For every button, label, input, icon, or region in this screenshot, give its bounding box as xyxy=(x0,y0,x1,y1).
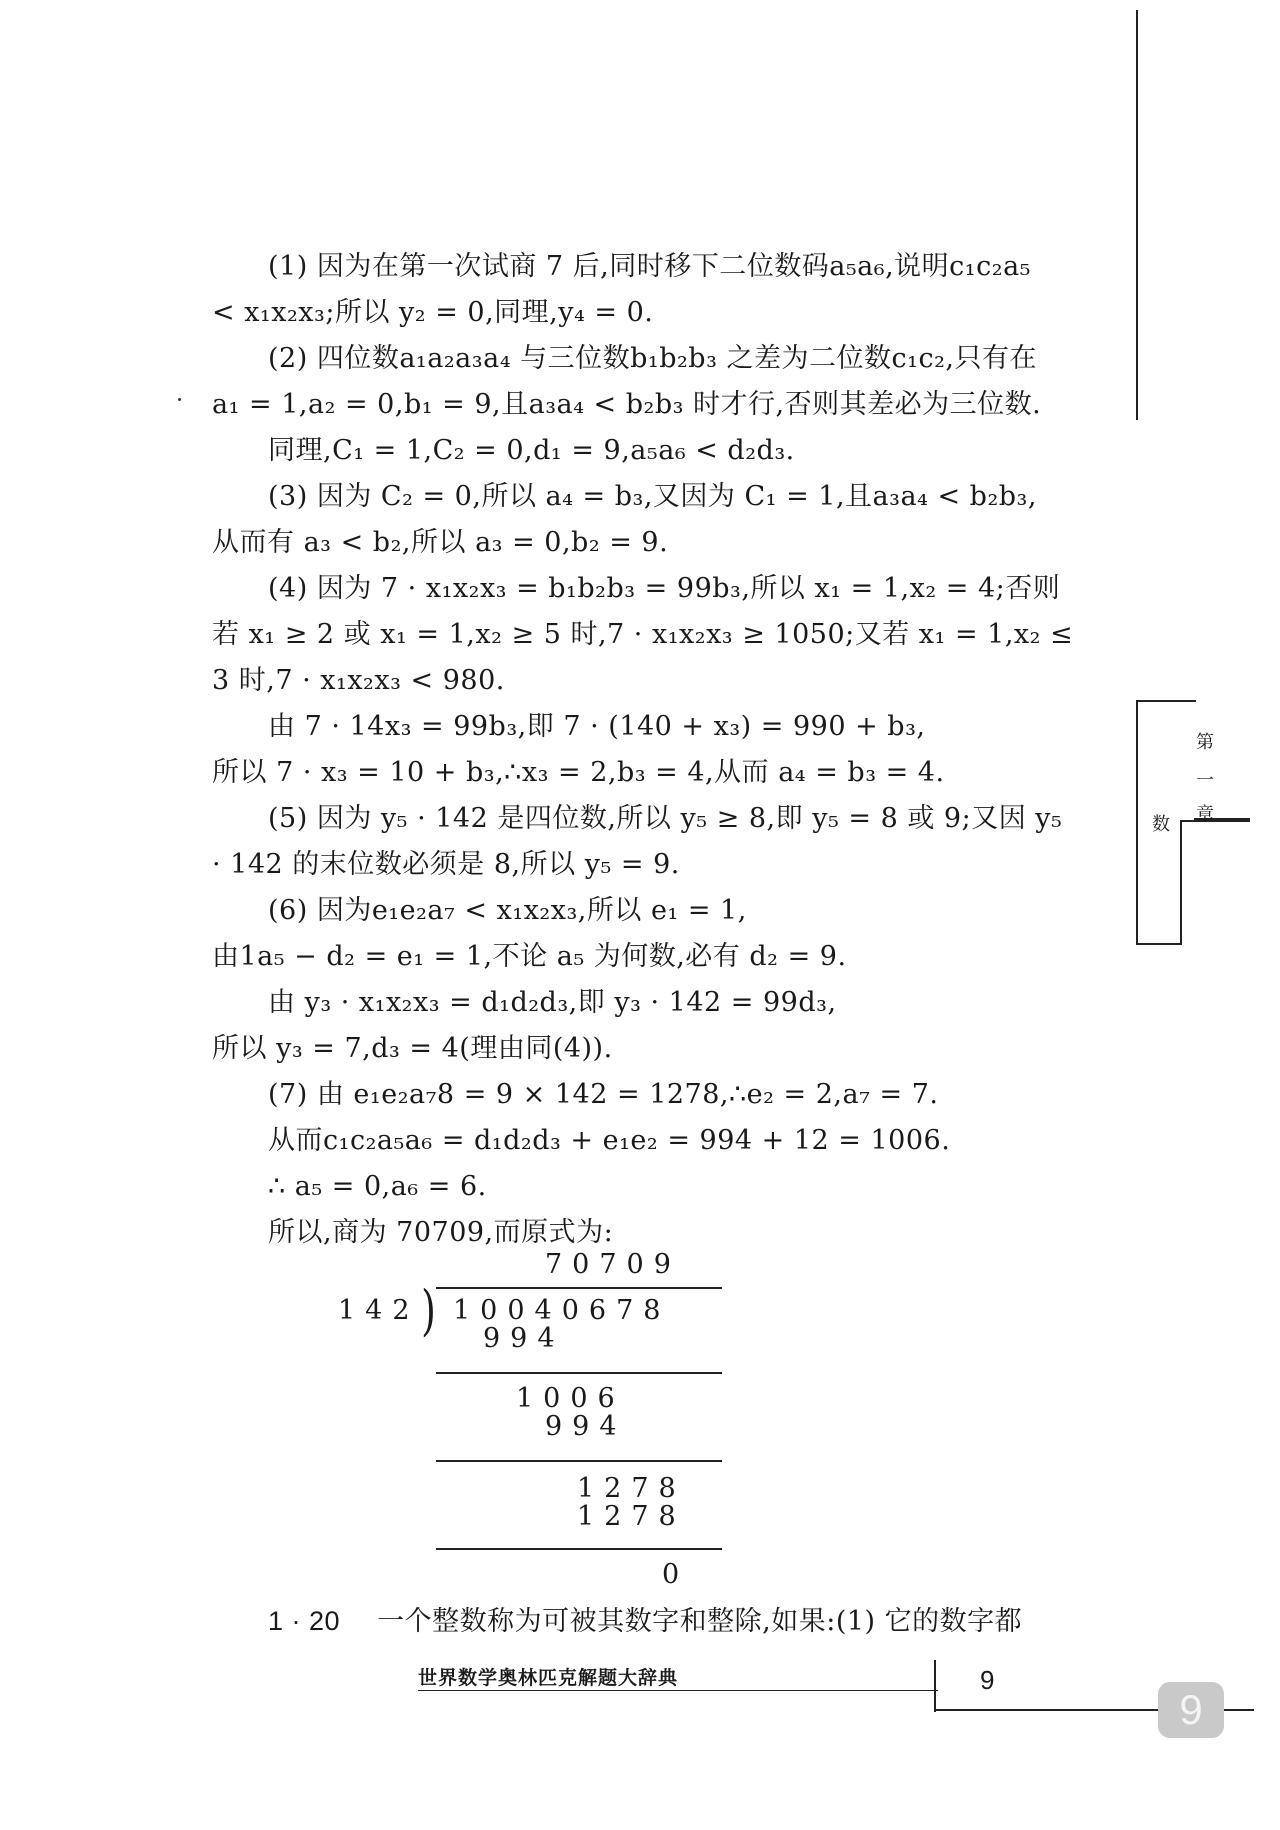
text-line: (5) 因为 y₅ · 142 是四位数,所以 y₅ ≥ 8,即 y₅ = 8 或 9;又因 y₅ xyxy=(268,803,1063,834)
division-rule xyxy=(436,1460,722,1462)
division-remainder: 0 xyxy=(662,1559,690,1590)
text-line: 同理,C₁ = 1,C₂ = 0,d₁ = 9,a₅a₆ < d₂d₃. xyxy=(268,435,795,466)
division-step: 994 xyxy=(483,1323,565,1354)
text-line: 由 7 · 14x₃ = 99b₃,即 7 · (140 + x₃) = 990 + b₃, xyxy=(268,711,926,742)
text-line: (6) 因为e₁e₂a₇ < x₁x₂x₃,所以 e₁ = 1, xyxy=(268,895,747,926)
division-step: 1278 xyxy=(577,1501,686,1532)
chapter-char: 章 xyxy=(1196,804,1214,825)
page-number: 9 xyxy=(980,1665,995,1695)
text-line: 所以 y₃ = 7,d₃ = 4(理由同(4)). xyxy=(212,1033,613,1064)
text-line: 从而c₁c₂a₅a₆ = d₁d₂d₃ + e₁e₂ = 994 + 12 = 1006. xyxy=(268,1125,951,1156)
problem-line xyxy=(268,1604,1022,1639)
text-line: 3 时,7 · x₁x₂x₃ < 980. xyxy=(212,665,505,696)
division-rule xyxy=(436,1548,722,1550)
right-margin-line xyxy=(1136,10,1138,420)
text-line: 所以,商为 70709,而原式为: xyxy=(268,1217,614,1248)
tab-border-step xyxy=(1180,820,1250,822)
division-step: 1278 xyxy=(577,1473,686,1504)
scan-speck xyxy=(178,398,181,401)
page-badge: 9 xyxy=(1158,1682,1224,1738)
text-line: ∴ a₅ = 0,a₆ = 6. xyxy=(268,1171,487,1202)
problem-text: 一个整数称为可被其数字和整除,如果:(1) 它的数字都 xyxy=(377,1606,1023,1637)
text-line: (2) 四位数a₁a₂a₃a₄ 与三位数b₁b₂b₃ 之差为二位数c₁c₂,只有在 xyxy=(268,343,1037,374)
text-line: 若 x₁ ≥ 2 或 x₁ = 1,x₂ ≥ 5 时,7 · x₁x₂x₃ ≥ 1050;又若 x₁ = 1,x₂ ≤ xyxy=(212,619,1074,650)
division-step: 1006 xyxy=(516,1383,625,1414)
text-line: (1) 因为在第一次试商 7 后,同时移下二位数码a₅a₆,说明c₁c₂a₅ xyxy=(268,251,1031,282)
tab-border-left xyxy=(1136,700,1138,945)
chapter-char: 一 xyxy=(1196,770,1214,791)
text-line: (4) 因为 7 · x₁x₂x₃ = b₁b₂b₃ = 99b₃,所以 x₁ = 1,x₂ = 4;否则 xyxy=(268,573,1061,604)
division-bar xyxy=(436,1287,722,1289)
tab-border-top xyxy=(1136,700,1196,702)
text-line: 所以 7 · x₃ = 10 + b₃,∴x₃ = 2,b₃ = 4,从而 a₄ = b₃ = 4. xyxy=(212,757,945,788)
division-rule xyxy=(436,1372,722,1374)
tab-border-bottom xyxy=(1136,943,1182,945)
division-bracket: ) xyxy=(421,1279,436,1342)
text-line: a₁ = 1,a₂ = 0,b₁ = 9,且a₃a₄ < b₂b₃ 时才行,否则其差必为三位数. xyxy=(212,389,1042,420)
division-quotient: 70709 xyxy=(545,1249,681,1280)
chapter-subject: 数 xyxy=(1152,814,1170,835)
footer-rule xyxy=(418,1690,938,1691)
division-dividend: 10040678 xyxy=(453,1295,671,1326)
chapter-char: 第 xyxy=(1196,732,1214,753)
text-line: < x₁x₂x₃;所以 y₂ = 0,同理,y₄ = 0. xyxy=(212,297,654,328)
text-line: 由 y₃ · x₁x₂x₃ = d₁d₂d₃,即 y₃ · 142 = 99d₃, xyxy=(268,987,837,1018)
division-divisor: 142 xyxy=(338,1295,420,1326)
book-title: 世界数学奥林匹克解题大辞典 xyxy=(418,1667,679,1689)
tab-border-inner xyxy=(1180,820,1182,945)
text-line: (7) 由 e₁e₂a₇8 = 9 × 142 = 1278,∴e₂ = 2,a₇ = 7. xyxy=(268,1079,939,1110)
footer-divider xyxy=(934,1660,936,1712)
text-line: 由1a₅ − d₂ = e₁ = 1,不论 a₅ 为何数,必有 d₂ = 9. xyxy=(212,941,847,972)
division-step: 994 xyxy=(545,1411,627,1442)
text-line: (3) 因为 C₂ = 0,所以 a₄ = b₃,又因为 C₁ = 1,且a₃a₄ < b₂b₃, xyxy=(268,481,1037,512)
text-line: · 142 的末位数必须是 8,所以 y₅ = 9. xyxy=(212,849,680,880)
problem-number: 1 · 20 xyxy=(268,1606,341,1636)
text-line: 从而有 a₃ < b₂,所以 a₃ = 0,b₂ = 9. xyxy=(212,527,669,558)
